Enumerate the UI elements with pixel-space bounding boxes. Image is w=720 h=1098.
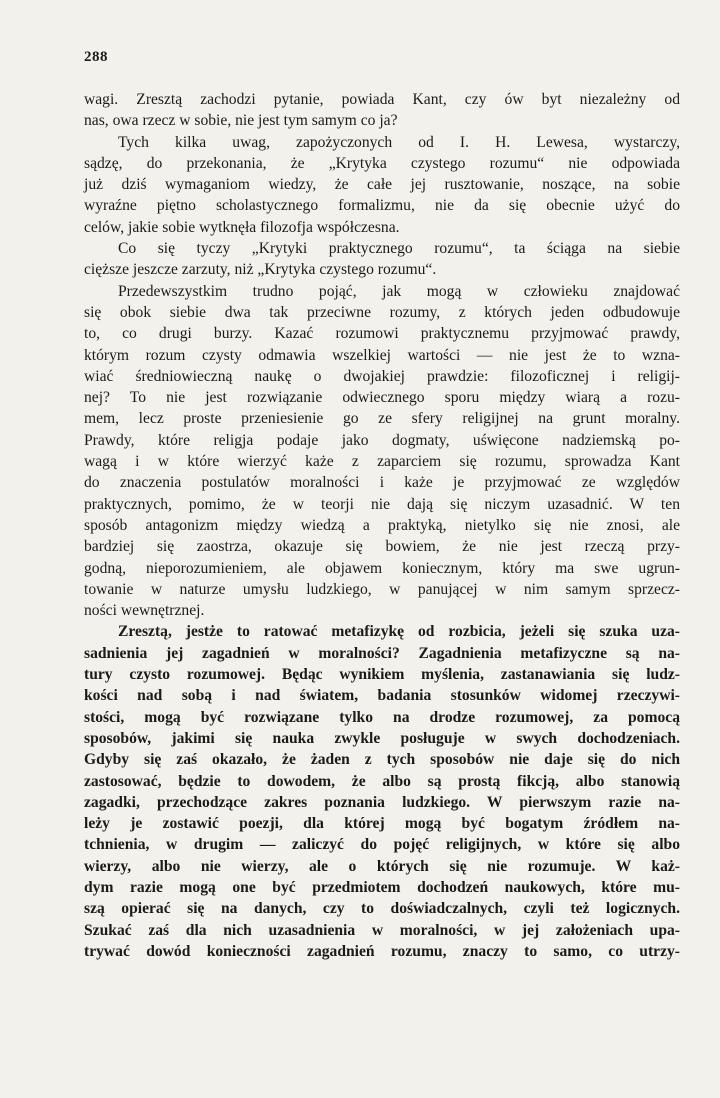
text-line: zagadki, przechodzące zakres poznania ludzkiego. W pierwszym razie na- <box>84 793 680 811</box>
text-line: to, co drugi burzy. Kazać rozumowi praktycznemu przyjmować prawdy, <box>84 325 680 343</box>
text-line: dym razie mogą one być przedmiotem dochodzeń naukowych, które mu- <box>84 878 680 896</box>
text-line: tury czysto rozumowej. Będąc wynikiem myślenia, zastanawiania się ludz- <box>84 666 680 684</box>
text-line: do znaczenia postulatów moralności i każe je przyjmować ze względów <box>84 474 680 492</box>
text-line: nas, owa rzecz w sobie, nie jest tym samym co ja? <box>84 112 398 130</box>
text-line: zastosować, będzie to dowodem, że albo są prostą fikcją, albo stanowią <box>84 772 680 790</box>
text-line: Gdyby się zaś okazało, że żaden z tych sposobów nie daje się do nich <box>84 751 680 769</box>
text-line: się obok siebie dwa tak przeciwne rozumy, z których jeden odbudowuje <box>84 303 680 321</box>
text-line: Przedewszystkim trudno pojąć, jak mogą w człowieku znajdować <box>118 282 680 300</box>
text-line: godną, nieporozumieniem, ale objawem koniecznym, który ma swe ugrun- <box>84 559 680 577</box>
text-line: sadnienia jej zagadnień w moralności? Zagadnienia metafizyczne są na- <box>84 644 680 662</box>
text-line: Tych kilka uwag, zapożyczonych od I. H. Lewesa, wystarczy, <box>118 133 680 151</box>
text-line: leży je zostawić poezji, dla której mogą być bogatym źródłem na- <box>84 815 680 833</box>
text-line: bardziej się zaostrza, okazuje się bowiem, że nie jest rzeczą przy- <box>84 538 680 556</box>
text-line: wagą i w które wierzyć każe z zaparciem się rozumu, sprowadza Kant <box>84 453 680 471</box>
text-line: Zresztą, jestże to ratować metafizykę od rozbicia, jeżeli się szuka uza- <box>118 623 680 641</box>
text-line: wiać średniowieczną naukę o dwojakiej prawdzie: filozoficznej i religij- <box>84 367 680 385</box>
text-line: celów, jakie sobie wytknęła filozofja współczesna. <box>84 218 400 236</box>
text-line: sposobów, jakimi się nauka zwykle posługuje w swych dochodzeniach. <box>84 729 680 747</box>
text-line: którym rozum czysty odmawia wszelkiej wartości — nie jest że to wzna- <box>84 346 680 364</box>
text-line: trywać dowód konieczności zagadnień rozumu, znaczy to samo, co utrzy- <box>84 942 680 960</box>
text-line: cięższe jeszcze zarzuty, niż „Krytyka czystego rozumu“. <box>84 261 437 279</box>
text-line: towanie w naturze umysłu ludzkiego, w panującej w nim samym sprzecz- <box>84 580 680 598</box>
text-line: wierzy, albo nie wierzy, ale o których się nie rozumuje. W każ- <box>84 857 680 875</box>
text-line: już dziś wymaganiom wiedzy, że całe jej rusztowanie, noszące, na sobie <box>84 176 680 194</box>
text-line: szą opierać się na danych, czy to doświadczalnych, czyli też logicznych. <box>84 900 680 918</box>
text-line: wagi. Zresztą zachodzi pytanie, powiada Kant, czy ów byt niezależny od <box>84 91 680 108</box>
text-line: praktycznych, pomimo, że w teorji nie dają się niczym uzasadnić. W ten <box>84 495 680 513</box>
text-line: tchnienia, w drugim — zaliczyć do pojęć religijnych, w które się albo <box>84 836 680 854</box>
body-text <box>84 89 680 962</box>
text-line: nej? To nie jest rozwiązanie odwiecznego sporu między wiarą a rozu- <box>84 389 680 407</box>
text-line: sądzę, do przekonania, że „Krytyka czystego rozumu“ nie odpowiada <box>84 154 680 172</box>
text-line: ności wewnętrznej. <box>84 602 205 620</box>
text-line: mem, lecz proste przeniesienie go ze sfery religijnej na grunt moralny. <box>84 410 680 428</box>
page-number: 288 <box>84 49 108 65</box>
text-line: Szukać zaś dla nich uzasadnienia w moralności, w jej założeniach upa- <box>84 921 680 939</box>
text-line: Prawdy, które religja podaje jako dogmaty, uświęcone nadziemską po- <box>84 431 680 449</box>
text-line: sposób antagonizm między wiedzą a praktyką, nietylko się nie znosi, ale <box>84 516 680 534</box>
text-line: kości nad sobą i nad światem, badania stosunków widomej rzeczywi- <box>84 687 680 705</box>
text-line: wyraźne piętno scholastycznego formalizmu, nie da się obecnie użyć do <box>84 197 680 215</box>
text-line: stości, mogą być rozwiązane tylko na drodze rozumowej, za pomocą <box>84 708 680 726</box>
text-line: Co się tyczy „Krytyki praktycznego rozumu“, ta ściąga na siebie <box>118 240 680 258</box>
